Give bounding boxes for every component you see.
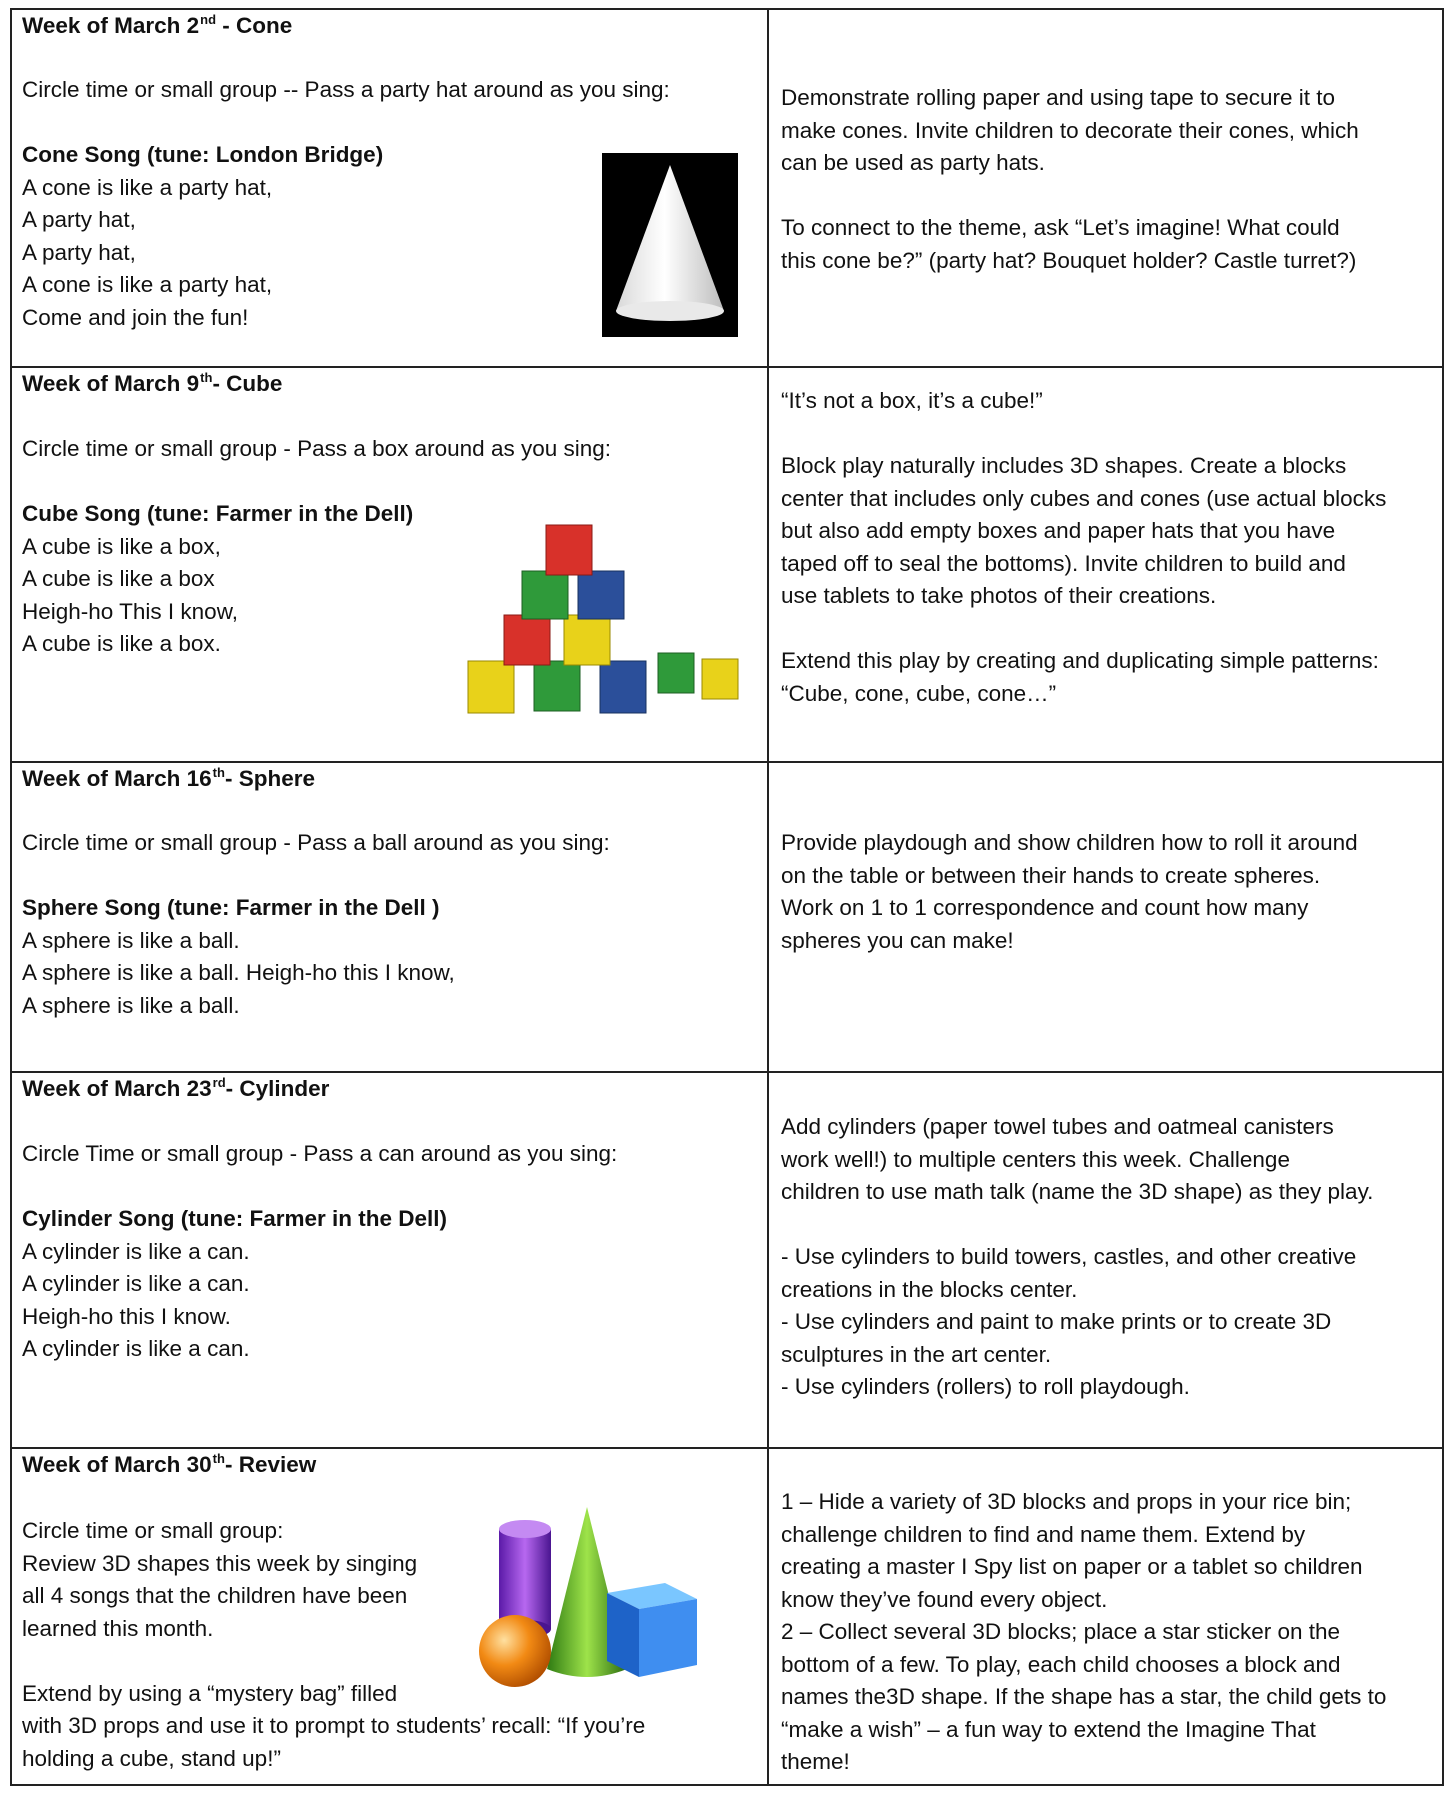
stacked-blocks-icon [442,513,742,721]
week-heading: Week of March 2nd - Cone [22,12,293,38]
song-title: Cone Song (tune: London Bridge) [22,142,384,167]
lyric-line: A party hat, [22,239,136,265]
activity-cell [769,1073,1442,1447]
week-row-cube [10,366,1444,763]
circle-time-intro: Circle time or small group - Pass a box around as you sing: [22,436,612,461]
circle-time-intro: Circle time or small group -- Pass a party hat around as you sing: [22,77,670,102]
activity-text: Demonstrate rolling paper and using tape to secure it to make cones. Invite children to decorate their cones, which can be used as party hats. To connect to the theme, ask “Let’s imagine! What could this cone be?” (party hat? Bouquet holder? Castle turret?) [781,85,1359,273]
lyric-line: Come and join the fun! [22,304,249,330]
lyric-line: A cylinder is like a can. [22,1271,250,1296]
song-cell [12,1449,769,1784]
3d-shapes-icon [477,1501,752,1701]
song-cell [12,1073,769,1447]
circle-time-intro: Circle time or small group - Pass a ball around as you sing: [22,830,610,855]
lyric-line: A cylinder is like a can. [22,1238,250,1264]
lyric-line: Heigh-ho this I know. [22,1303,231,1329]
lyric-line: A sphere is like a ball. [22,927,240,953]
activity-text: Add cylinders (paper towel tubes and oatmeal canisters work well!) to multiple centers this week. Challenge children to use math talk (name the 3D shape) as they play. - Use cylinders to build towers, castles, and other creative creations in the blocks center. - Use cylinders and paint to make prints or to create 3D sculptures in the art center. - Use cylinders (rollers) to roll playdough. [781,1114,1374,1399]
cone-icon [602,153,738,337]
lyric-line: A cone is like a party hat, [22,272,273,297]
song-block [22,139,383,334]
lyric-line: A cone is like a party hat, [22,174,273,200]
song-cell [12,368,769,761]
song-title: Sphere Song (tune: Farmer in the Dell ) [22,895,440,920]
lyric-line: A sphere is like a ball. [22,992,240,1018]
week-heading: Week of March 23rd- Cylinder [22,1075,330,1101]
activity-text: 1 – Hide a variety of 3D blocks and props in your rice bin; challenge children to find and name them. Extend by creating a master I Spy list on paper or a tablet so children know they’ve found every object. 2 – Collect several 3D blocks; place a star sticker on the bottom of a few. To play, each child chooses a block and names the3D shape. If the shape has a star, the child gets to “make a wish” – a fun way to extend the Imagine That theme! [781,1489,1387,1774]
week-row-sphere [10,761,1444,1073]
song-cell [12,763,769,1071]
activity-cell [769,1449,1442,1784]
circle-time-intro: Circle Time or small group - Pass a can around as you sing: [22,1141,618,1166]
lyric-line: A cube is like a box. [22,631,221,656]
song-block [22,498,413,661]
song-title: Cylinder Song (tune: Farmer in the Dell) [22,1206,448,1231]
lyric-line: A party hat, [22,207,136,232]
song-block [22,1203,447,1366]
activity-cell [769,368,1442,761]
lyric-line: Heigh-ho This I know, [22,598,238,624]
lyric-line: A cube is like a box [22,566,215,591]
week-heading: Week of March 30th- Review [22,1451,317,1477]
activity-cell [769,763,1442,1071]
activity-cell [769,10,1442,366]
week-row-cone [10,8,1444,368]
week-heading: Week of March 16th- Sphere [22,765,315,791]
week-row-cylinder [10,1071,1444,1449]
lyric-line: A cylinder is like a can. [22,1336,250,1361]
song-cell [12,10,769,366]
week-heading: Week of March 9th- Cube [22,370,283,396]
activity-text: “It’s not a box, it’s a cube!” Block play naturally includes 3D shapes. Create a blocks center that includes only cubes and cones (use actual blocks but also add empty boxes and paper hats that you have taped off to seal the bottoms). Invite children to build and use tablets to take photos of their creations. Extend this play by creating and duplicating simple patterns: “Cube, cone, cube, cone…” [781,388,1387,706]
review-text: Circle time or small group: Review 3D shapes this week by singing all 4 songs that the children have been learned this month. Extend by using a “mystery bag” filled with 3D props and use it to prompt to students’ recall: “If you’re holding a cube, stand up!” [22,1518,646,1771]
lesson-plan-table [10,8,1444,1786]
week-row-review [10,1447,1444,1786]
song-title: Cube Song (tune: Farmer in the Dell) [22,501,414,526]
song-block [22,892,455,1022]
lyric-line: A sphere is like a ball. Heigh-ho this I know, [22,960,455,985]
lyric-line: A cube is like a box, [22,533,221,559]
activity-text: Provide playdough and show children how to roll it around on the table or between their hands to create spheres. Work on 1 to 1 correspondence and count how many spheres you can make! [781,830,1358,953]
